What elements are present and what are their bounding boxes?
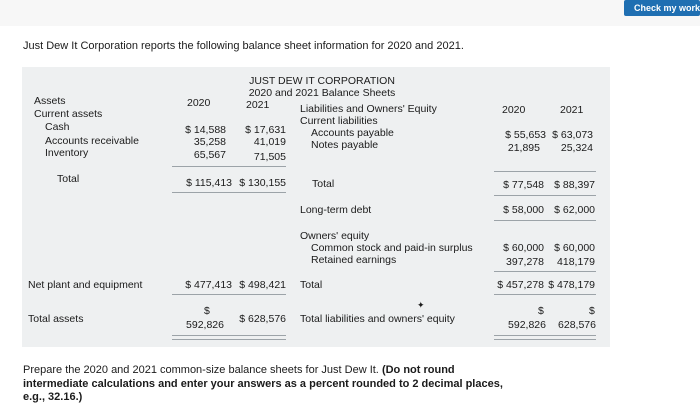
total-assets-2020-dollar: $ (204, 305, 210, 317)
total-current-liabilities-2021: $ 88,397 (554, 179, 595, 191)
net-plant-2021: $ 498,421 (239, 279, 286, 291)
total-liabilities-equity-2021: 628,576 (558, 319, 596, 331)
inventory-label: Inventory (45, 147, 89, 159)
common-stock-label: Common stock and paid-in surplus (311, 242, 473, 254)
divider (494, 271, 596, 272)
assets-header: Assets (34, 95, 66, 107)
total-liabilities-equity-2021-dollar: $ (589, 305, 595, 317)
divider (494, 171, 596, 172)
total-liabilities-equity-2020-dollar: $ (538, 305, 544, 317)
divider (494, 339, 596, 340)
top-bar (0, 0, 700, 26)
total-equity-2020: $ 457,278 (497, 279, 544, 291)
assets-year-2020: 2020 (187, 97, 211, 109)
divider (172, 166, 286, 167)
total-current-assets-label: Total (57, 173, 80, 185)
current-liabilities-label: Current liabilities (300, 115, 378, 127)
owners-equity-label: Owners' equity (300, 230, 370, 242)
long-term-debt-label: Long-term debt (300, 204, 372, 216)
check-my-work-button[interactable]: Check my work (624, 0, 700, 16)
divider (494, 220, 596, 221)
total-liabilities-equity-2020: 592,826 (508, 319, 546, 331)
total-equity-2021: $ 478,179 (548, 279, 595, 291)
mouse-cursor-icon: ✦ (417, 300, 425, 310)
retained-earnings-2020: 397,278 (506, 256, 544, 268)
liabilities-header: Liabilities and Owners' Equity (300, 103, 437, 115)
current-assets-label: Current assets (34, 108, 103, 120)
notes-payable-2021: 25,324 (560, 142, 593, 154)
net-plant-label: Net plant and equipment (28, 279, 143, 291)
common-stock-2020: $ 60,000 (503, 242, 544, 254)
instructions-text: Prepare the 2020 and 2021 common-size balance sheets for Just Dew It. (23, 364, 382, 376)
total-liabilities-equity-label: Total liabilities and owners' equity (300, 313, 455, 325)
accounts-receivable-label: Accounts receivable (45, 135, 139, 147)
cash-label: Cash (45, 121, 70, 133)
long-term-debt-2020: $ 58,000 (503, 204, 544, 216)
inventory-2021: 71,505 (253, 151, 286, 163)
accounts-payable-2021: $ 63,073 (552, 129, 593, 141)
divider (172, 335, 286, 336)
instructions (23, 364, 503, 405)
total-assets-label: Total assets (28, 313, 84, 325)
assets-year-2021: 2021 (246, 99, 270, 111)
liabilities-year-2020: 2020 (502, 104, 526, 116)
notes-payable-2020: 21,895 (507, 142, 540, 154)
retained-earnings-2021: 418,179 (557, 256, 595, 268)
balance-sheet-subtitle: 2020 and 2021 Balance Sheets (248, 87, 396, 99)
accounts-receivable-2021: 41,019 (253, 136, 286, 148)
total-assets-2020: 592,826 (186, 319, 224, 331)
total-equity-label: Total (300, 279, 323, 291)
total-current-assets-2021: $ 130,155 (239, 177, 286, 189)
divider (172, 192, 286, 193)
intro-text: Just Dew It Corporation reports the following balance sheet information for 2020 and 2021. (23, 40, 464, 52)
long-term-debt-2021: $ 62,000 (554, 204, 595, 216)
company-title: JUST DEW IT CORPORATION (249, 75, 395, 87)
liabilities-year-2021: 2021 (560, 104, 584, 116)
divider (172, 294, 286, 295)
net-plant-2020: $ 477,413 (185, 279, 232, 291)
total-current-liabilities-2020: $ 77,548 (503, 179, 544, 191)
cash-2020: $ 14,588 (185, 124, 226, 136)
inventory-2020: 65,567 (193, 149, 226, 161)
common-stock-2021: $ 60,000 (554, 242, 595, 254)
total-current-assets-2020: $ 115,413 (186, 177, 232, 189)
instructions-bold-text: (Do not round intermediate calculations and enter your answers as a percent rounded to 2 decimal places, e.g., 32.16.) (23, 364, 503, 403)
divider (494, 195, 596, 196)
total-assets-2021: $ 628,576 (239, 313, 286, 325)
divider (172, 339, 286, 340)
divider (494, 294, 596, 295)
total-current-liabilities-label: Total (312, 178, 335, 190)
notes-payable-label: Notes payable (311, 139, 379, 151)
divider (494, 335, 596, 336)
accounts-receivable-2020: 35,258 (193, 136, 226, 148)
accounts-payable-label: Accounts payable (311, 127, 394, 139)
retained-earnings-label: Retained earnings (311, 254, 397, 266)
balance-sheet-table (22, 67, 610, 347)
cash-2021: $ 17,631 (245, 124, 286, 136)
accounts-payable-2020: $ 55,653 (505, 129, 546, 141)
